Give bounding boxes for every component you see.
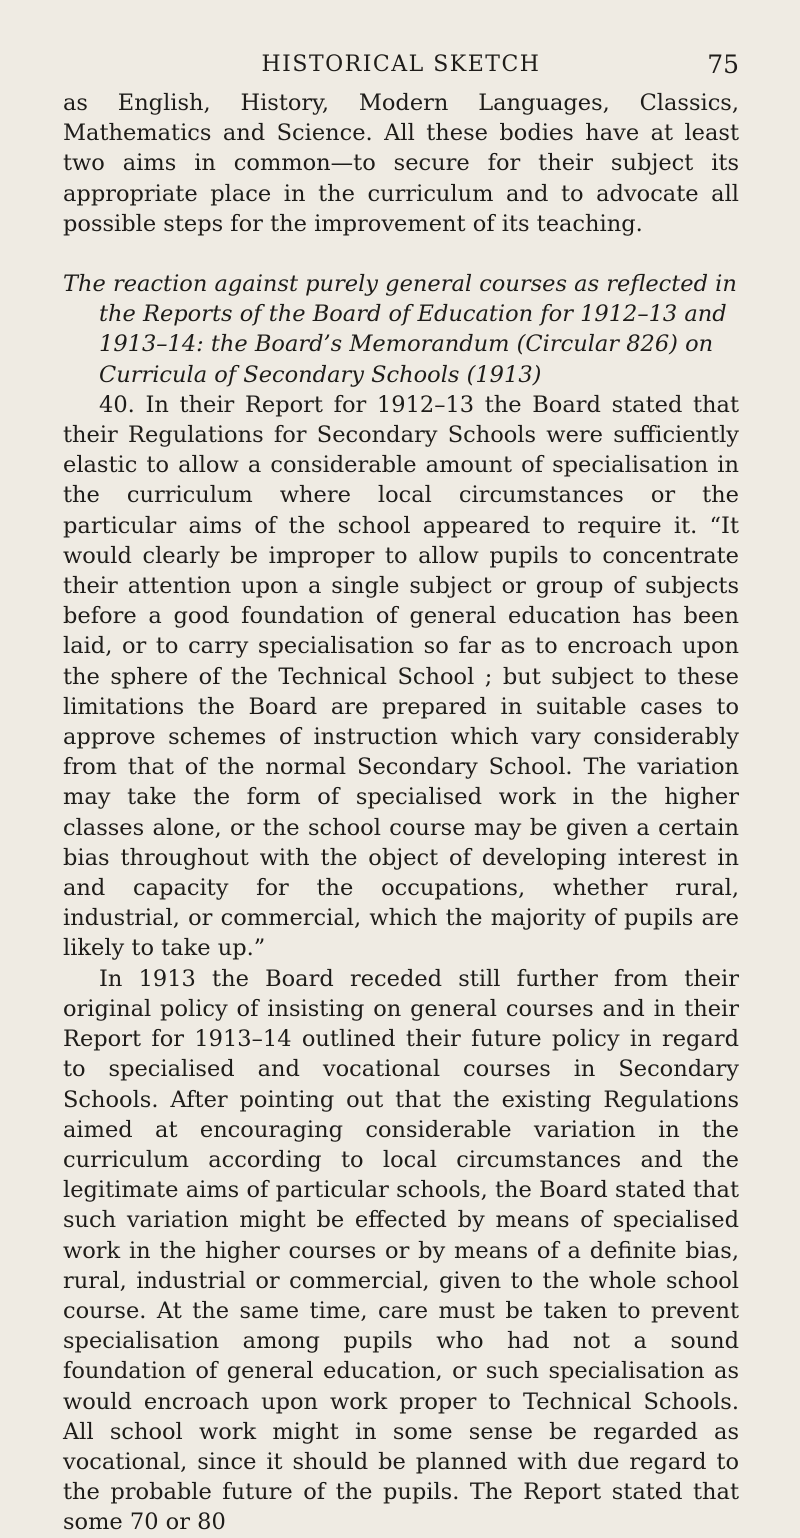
- running-head-title: HISTORICAL SKETCH: [261, 52, 541, 77]
- paragraph-40: 40. In their Report for 1912–13 the Board stated that their Regulations for Secondary Schools were sufficiently elastic to allow a considerable amount of specialisation in the curriculum where local circumstances or the particular aims of the school appeared to require it. “It would clearly be improper to allow pupils to concentrate their attention upon a single subject or group of subjects before a good foundation of general education has been laid, or to carry specialisation so far as to encroach upon the sphere of the Technical School ; but subject to these limitations the Board are prepared in suitable cases to approve schemes of instruction which vary considerably from that of the normal Secondary School. The variation may take the form of specialised work in the higher classes alone, or the school course may be given a certain bias throughout with the object of developing interest in and capacity for the occupations, whether rural, industrial, or commercial, which the majority of pupils are likely to take up.”: [63, 391, 739, 962]
- page-number: 75: [707, 50, 739, 79]
- continuation-paragraph: as English, History, Modern Languages, Classics, Mathematics and Science. All these bodies have at least two aims in common—to secure for their subject its appropriate place in the curriculum and to advocate all possible steps for the improvement of its teaching.: [63, 90, 739, 237]
- paragraph-1913: In 1913 the Board receded still further from their original policy of insisting on general courses and in their Report for 1913–14 outlined their future policy in regard to specialised and vocational courses in Secondary Schools. After pointing out that the existing Regulations aimed at encouraging considerable variation in the curriculum according to local circumstances and the legitimate aims of particular schools, the Board stated that such variation might be effected by means of specialised work in the higher courses or by means of a definite bias, rural, industrial or commercial, given to the whole school course. At the same time, care must be taken to prevent specialisation among pupils who had not a sound foundation of general education, or such specialisation as would encroach upon work proper to Technical Schools. All school work might in some sense be regarded as vocational, since it should be planned with due regard to the probable future of the pupils. The Report stated that some 70 or 80: [63, 965, 739, 1536]
- running-head: [63, 46, 739, 86]
- section-heading: The reaction against purely general courses as reflected in the Reports of the Board of Education for 1912–13 and 1913–14: the Board’s Memorandum (Circular 826) on Curricula of Secondary Schools (1913): [63, 271, 737, 388]
- body-text: [63, 88, 739, 1538]
